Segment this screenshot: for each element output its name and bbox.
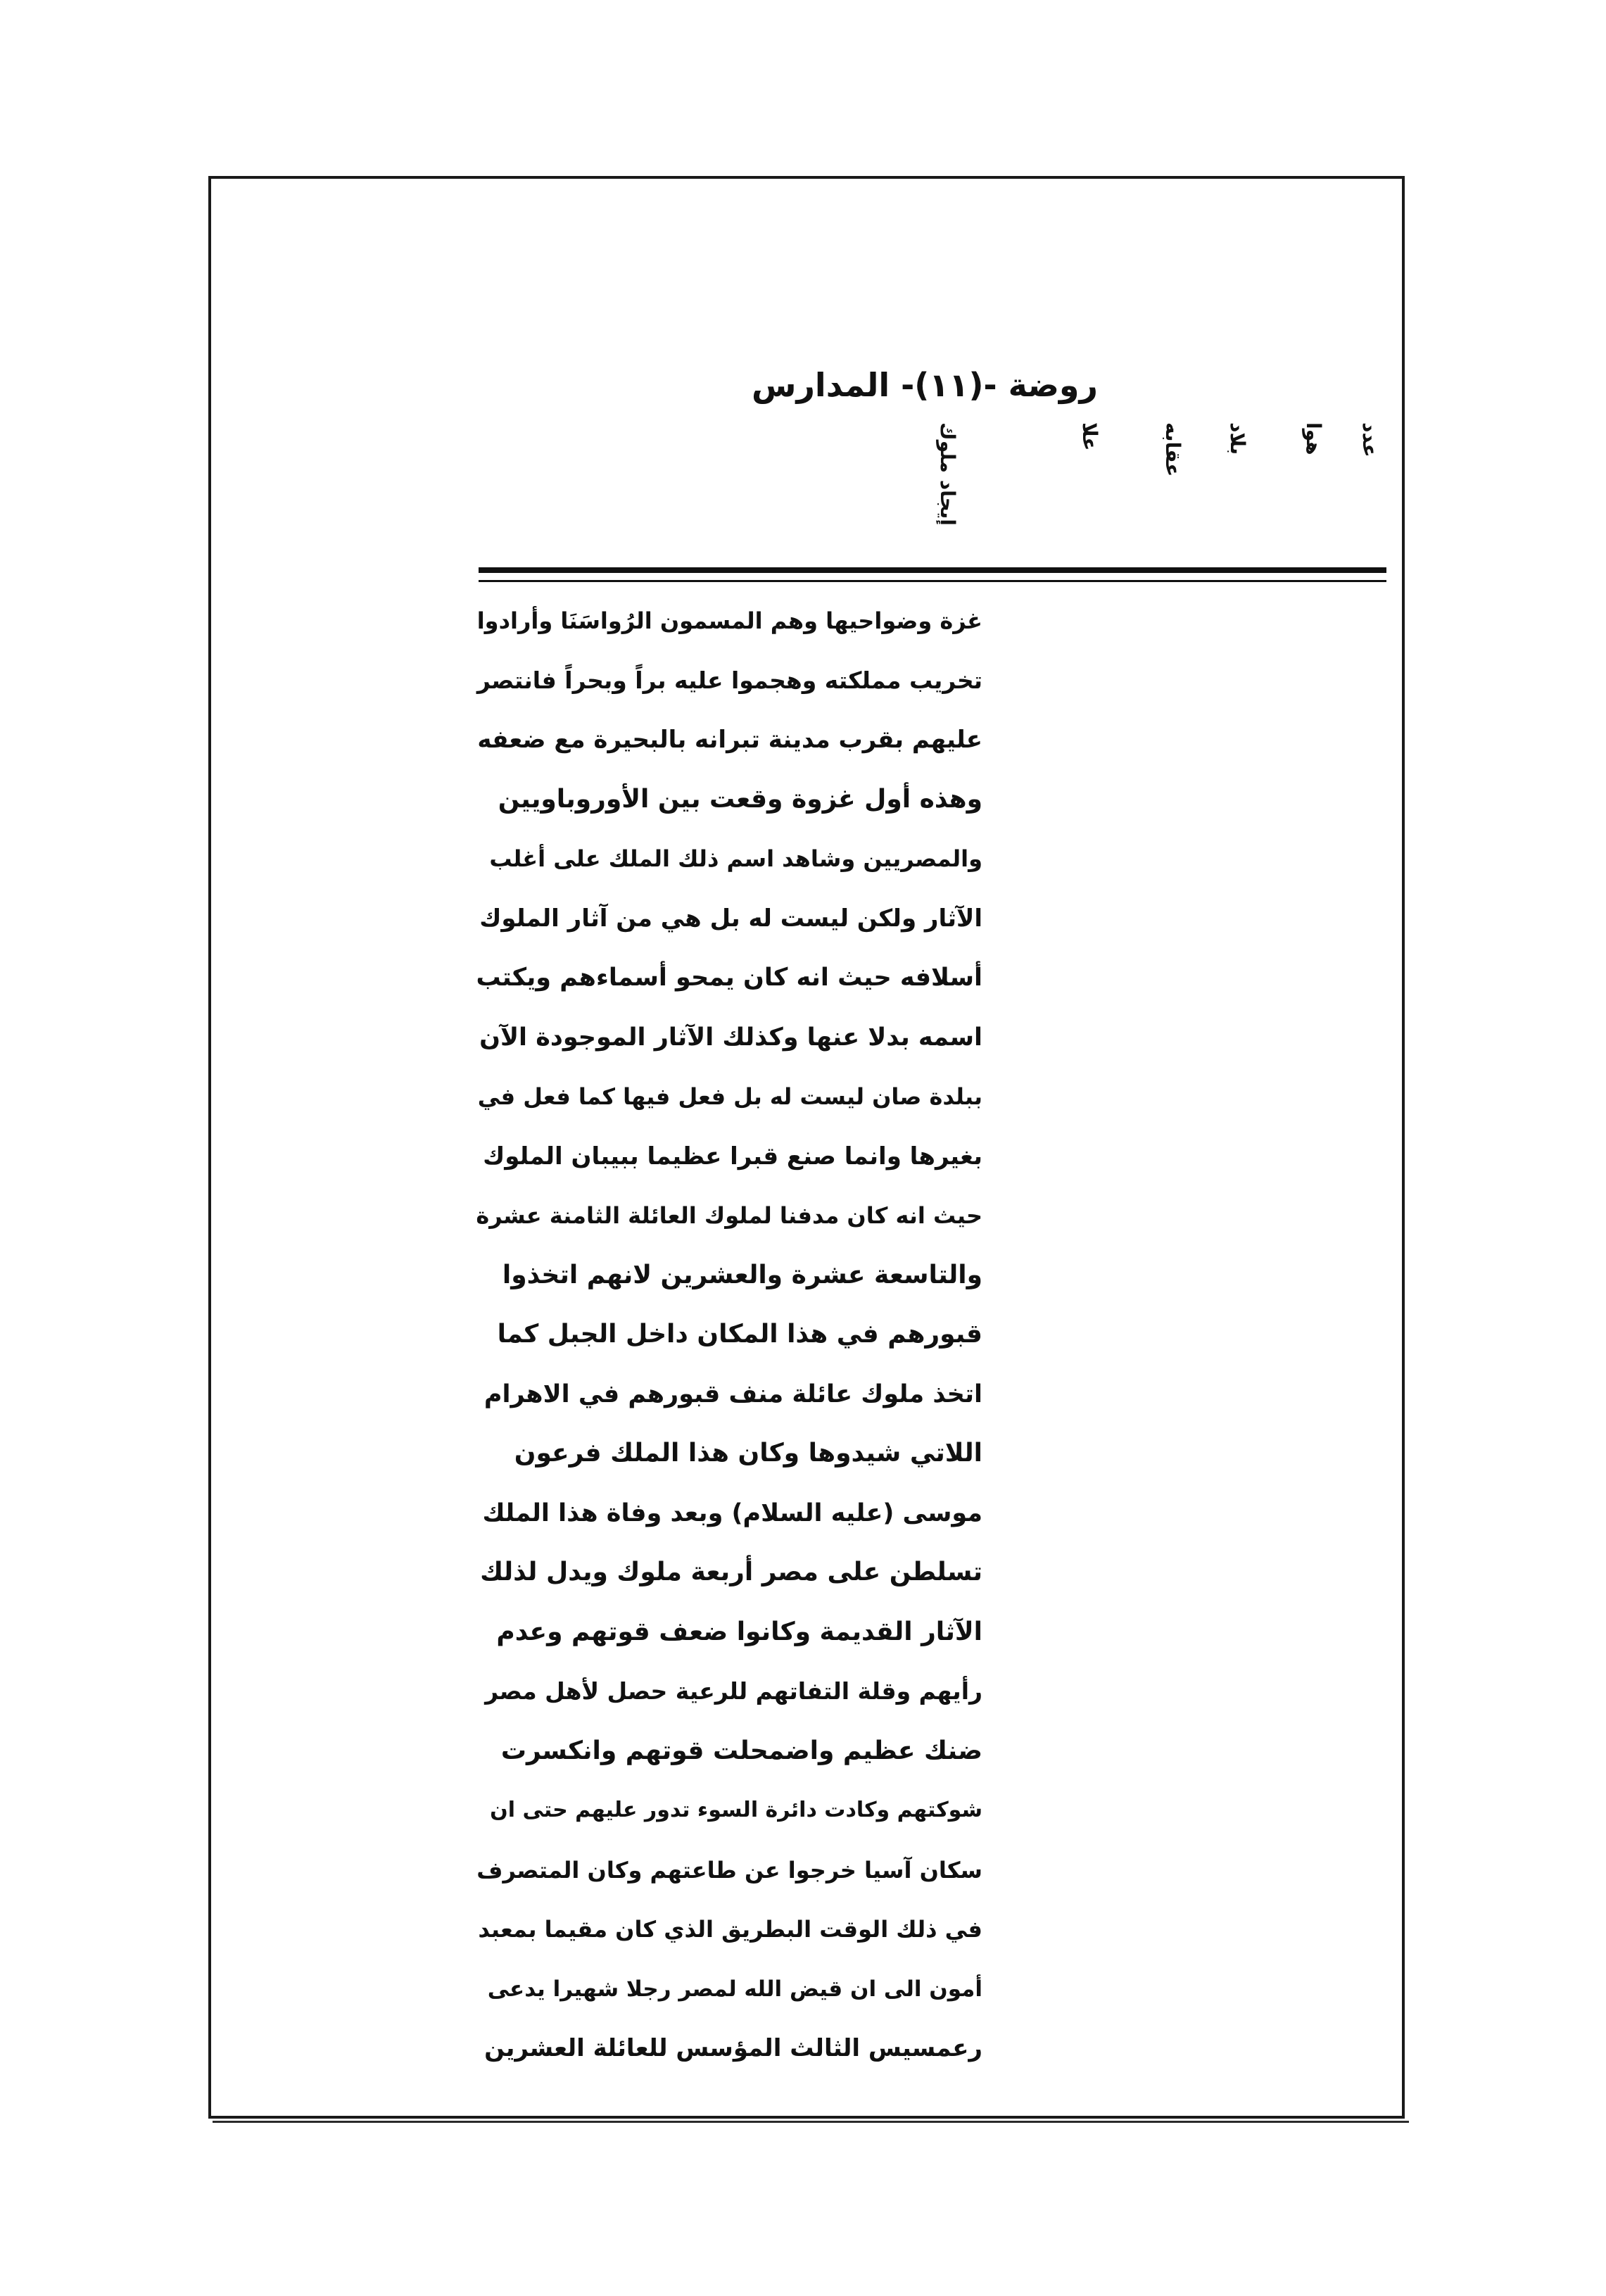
text-line: أسلافه حيث انه كان يمحو أسماءهم ويكتب: [476, 964, 982, 992]
text-line: ضنك عظيم واضمحلت قوتهم وانكسرت: [500, 1736, 982, 1765]
margin-note: عدد: [1358, 422, 1381, 458]
margin-note: عقابه: [1161, 422, 1184, 477]
margin-notes: [922, 422, 1386, 549]
text-line: اسمه بدلا عنها وكذلك الآثار الموجودة الآن: [479, 1023, 982, 1052]
text-line: بغيرها وانما صنع قبرا عظيما ببيبان الملوك: [483, 1142, 982, 1171]
text-line: أمون الى ان قيض الله لمصر رجلا شهيرا يدعى: [487, 1976, 982, 2002]
text-line: والمصريين وشاهد اسم ذلك الملك على أغلب: [489, 845, 982, 872]
text-line: وهذه أول غزوة وقعت بين الأوروباويين: [498, 784, 982, 814]
body-text-column: [476, 591, 982, 2079]
text-line: الآثار القديمة وكانوا ضعف قوتهم وعدم: [496, 1617, 982, 1646]
header-rule-thick: [479, 567, 1386, 573]
margin-note: بلاد: [1226, 422, 1249, 455]
text-line: تخريب مملكته وهجموا عليه براً وبحراً فانتصر: [476, 666, 982, 694]
text-line: سكان آسيا خرجوا عن طاعتهم وكان المتصرف: [476, 1856, 982, 1884]
text-line: اللاتي شيدوها وكان هذا الملك فرعون: [514, 1439, 982, 1468]
text-line: قبورهم في هذا المكان داخل الجبل كما: [497, 1320, 982, 1349]
text-line: والتاسعة عشرة والعشرين لانهم اتخذوا: [502, 1260, 982, 1289]
margin-note: علا: [1078, 422, 1101, 451]
text-line: موسى (عليه السلام) وبعد وفاة هذا الملك: [482, 1499, 982, 1527]
text-line: الآثار ولكن ليست له بل هي من آثار الملوك: [479, 904, 982, 933]
text-line: ببلدة صان ليست له بل فعل فيها كما فعل في: [477, 1083, 982, 1110]
text-line: اتخذ ملوك عائلة منف قبورهم في الاهرام: [483, 1380, 982, 1408]
header-rule-thin: [479, 580, 1386, 582]
margin-note: إيجاد ملوك: [936, 422, 959, 526]
text-line: رعمسيس الثالث المؤسس للعائلة العشرين: [484, 2034, 982, 2062]
text-line: شوكتهم وكادت دائرة السوء تدور عليهم حتى ان: [490, 1798, 982, 1822]
text-line: تسلطن على مصر أربعة ملوك ويدل لذلك: [480, 1558, 982, 1587]
text-line: رأيهم وقلة التفاتهم للرعية حصل لأهل مصر: [485, 1677, 982, 1705]
text-line: حيث انه كان مدفنا لملوك العائلة الثامنة عشرة: [476, 1202, 982, 1229]
text-line: غزة وضواحيها وهم المسمون الرُواسَنَا وأرادوا: [476, 607, 982, 634]
text-line: في ذلك الوقت البطريق الذي كان مقيما بمعبد: [478, 1916, 982, 1943]
page-header-title: روضة -(١١)- المدارس: [751, 366, 1098, 404]
margin-note: هوا: [1302, 422, 1325, 455]
text-line: عليهم بقرب مدينة تبرانه بالبحيرة مع ضعفه: [477, 726, 982, 754]
